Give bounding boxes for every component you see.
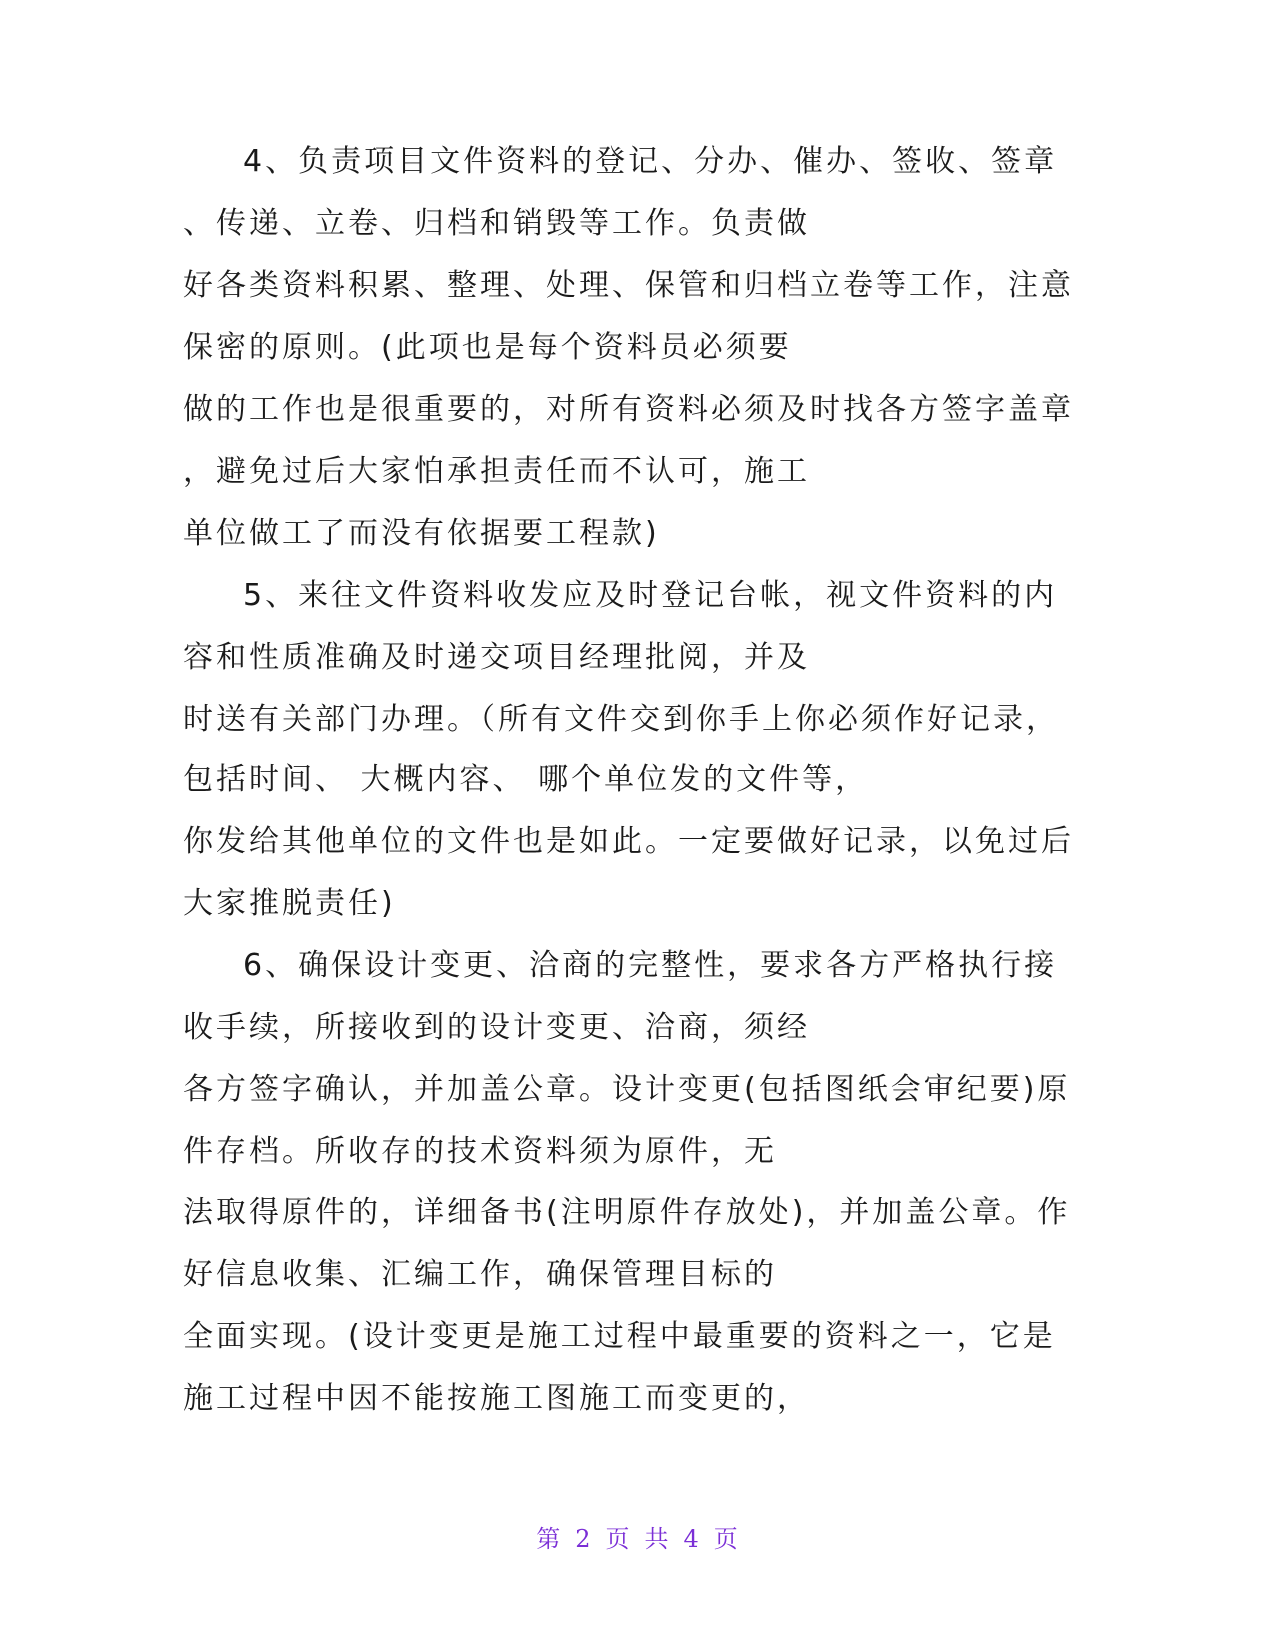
- footer-current-page: 2: [575, 1525, 592, 1553]
- text-line-20: 全面实现。(设计变更是施工过程中最重要的资料之一，它是: [183, 1319, 1056, 1354]
- text-line-2: 、传递、立卷、归档和销毁等工作。负责做: [183, 206, 810, 241]
- text-line-14: 6、确保设计变更、洽商的完整性，要求各方严格执行接: [243, 948, 1058, 983]
- text-line-6: ，避免过后大家怕承担责任而不认可，施工: [183, 454, 810, 489]
- text-line-10: 时送有关部门办理。（所有文件交到你手上你必须作好记录，: [183, 702, 1059, 737]
- text-line-19: 好信息收集、汇编工作，确保管理目标的: [183, 1257, 777, 1292]
- text-line-9: 容和性质准确及时递交项目经理批阅，并及: [183, 640, 810, 675]
- footer-suffix: 页: [713, 1525, 739, 1553]
- text-line-21: 施工过程中因不能按施工图施工而变更的，: [183, 1381, 810, 1416]
- text-line-7: 单位做工了而没有依据要工程款): [183, 516, 660, 551]
- text-line-8: 5、来往文件资料收发应及时登记台帐，视文件资料的内: [243, 578, 1058, 613]
- text-line-4: 保密的原则。(此项也是每个资料员必须要: [183, 330, 792, 365]
- text-line-3: 好各类资料积累、整理、处理、保管和归档立卷等工作，注意: [183, 268, 1074, 303]
- text-line-13: 大家推脱责任): [183, 886, 396, 921]
- footer-total-word: 共: [644, 1525, 670, 1553]
- text-line-17: 件存档。所收存的技术资料须为原件，无: [183, 1134, 777, 1169]
- text-line-1: 4、负责项目文件资料的登记、分办、催办、签收、签章: [243, 144, 1058, 179]
- page-footer: [0, 1524, 1275, 1554]
- text-line-5: 做的工作也是很重要的，对所有资料必须及时找各方签字盖章: [183, 392, 1074, 427]
- footer-prefix: 第: [536, 1525, 562, 1553]
- text-line-15: 收手续，所接收到的设计变更、洽商，须经: [183, 1010, 810, 1045]
- text-line-18: 法取得原件的，详细备书(注明原件存放处)，并加盖公章。作: [183, 1195, 1071, 1230]
- text-line-11: 包括时间、 大概内容、 哪个单位发的文件等，: [183, 762, 869, 797]
- text-line-16: 各方签字确认，并加盖公章。设计变更(包括图纸会审纪要)原: [183, 1072, 1071, 1107]
- footer-page-word: 页: [605, 1525, 631, 1553]
- footer-total-pages: 4: [683, 1525, 700, 1553]
- text-line-12: 你发给其他单位的文件也是如此。一定要做好记录，以免过后: [183, 824, 1074, 859]
